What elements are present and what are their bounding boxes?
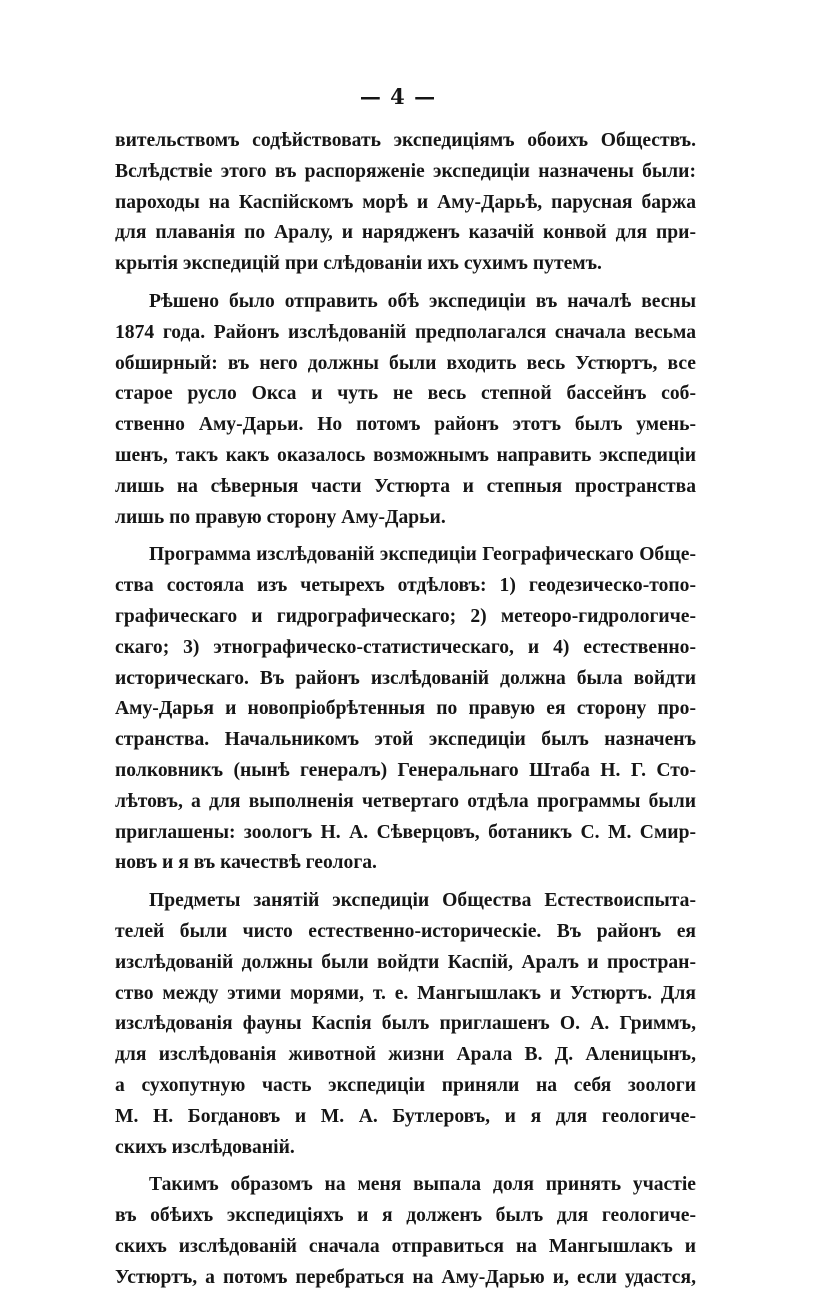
text-line: ства состояла изъ четырехъ отдѣловъ: 1) геодезическо-топо-	[115, 575, 696, 597]
text-line: въ обѣихъ экспедиціяхъ и я долженъ былъ для геологиче-	[115, 1205, 696, 1227]
text-line: пароходы на Каспійскомъ морѣ и Аму-Дарьѣ, парусная баржа	[115, 191, 696, 213]
text-line: крытія экспедицій при слѣдованіи ихъ сухимъ путемъ.	[115, 253, 602, 275]
body-text	[115, 126, 696, 1300]
text-line: Устюртъ, а потомъ перебраться на Аму-Дарью и, если удастся,	[115, 1266, 696, 1288]
text-line: а сухопутную часть экспедиціи приняли на себя зоологи	[115, 1074, 696, 1096]
paragraph	[115, 540, 696, 879]
text-line: Рѣшено было отправить обѣ экспедиціи въ началѣ весны	[149, 290, 696, 312]
paragraph	[115, 886, 696, 1163]
text-line: Программа изслѣдованій экспедиціи Географическаго Обще-	[149, 544, 696, 566]
text-line: обширный: въ него должны были входить весь Устюртъ, все	[115, 352, 696, 374]
text-line: 1874 года. Районъ изслѣдованій предполагался сначала весьма	[115, 321, 696, 343]
text-line: М. Н. Богдановъ и М. А. Бутлеровъ, и я для геологиче-	[115, 1105, 696, 1127]
text-line: изслѣдованія фауны Каспія былъ приглашенъ О. А. Гриммъ,	[115, 1013, 696, 1035]
text-line: для плаванія по Аралу, и нарядженъ казачій конвой для при-	[115, 222, 696, 244]
text-line: лѣтовъ, а для выполненія четвертаго отдѣла программы были	[115, 790, 696, 812]
paragraph	[115, 1170, 696, 1293]
text-line: вительствомъ содѣйствовать экспедиціямъ обоихъ Обществъ.	[115, 130, 696, 151]
text-line: лишь на сѣверныя части Устюрта и степныя пространства	[115, 475, 696, 497]
text-line: телей были чисто естественно-историческіе. Въ районъ ея	[115, 920, 696, 942]
page-number: — 4 —	[359, 84, 437, 109]
text-line: для изслѣдованія животной жизни Арала В. Д. Аленицынъ,	[115, 1044, 696, 1066]
text-line: Такимъ образомъ на меня выпала доля принять участіе	[149, 1174, 696, 1196]
text-line: старое русло Окса и чуть не весь степной бассейнъ соб-	[115, 383, 696, 405]
text-line: лишь по правую сторону Аму-Дарьи.	[115, 506, 446, 528]
text-line: приглашены: зоологъ Н. А. Сѣверцовъ, ботаникъ С. М. Смир-	[115, 821, 696, 843]
text-line: новъ и я въ качествѣ геолога.	[115, 852, 377, 874]
text-line: графическаго и гидрографическаго; 2) метеоро-гидрологиче-	[115, 605, 696, 627]
text-line: скихъ изслѣдованій.	[115, 1136, 295, 1158]
paragraph	[115, 126, 696, 280]
text-line: историческаго. Въ районъ изслѣдованій должна была войдти	[115, 667, 696, 689]
text-line: ственно Аму-Дарьи. Но потомъ районъ этотъ былъ умень-	[115, 414, 696, 436]
text-line: скаго; 3) этнографическо-статистическаго, и 4) естественно-	[115, 636, 696, 658]
text-line: Вслѣдствіе этого въ распоряженіе экспедиціи назначены были:	[115, 160, 696, 182]
text-line: Предметы занятій экспедиціи Общества Естествоиспыта-	[149, 890, 696, 912]
text-line: полковникъ (нынѣ генералъ) Генеральнаго Штаба Н. Г. Сто-	[115, 759, 696, 781]
text-line: Аму-Дарья и новопріобрѣтенныя по правую ея сторону про-	[115, 698, 696, 720]
text-line: изслѣдованій должны были войдти Каспій, Аралъ и простран-	[115, 951, 696, 973]
text-line: странства. Начальникомъ этой экспедиціи былъ назначенъ	[115, 729, 696, 751]
text-line: шенъ, такъ какъ оказалось возможнымъ направить экспедиціи	[115, 444, 696, 466]
text-line: скихъ изслѣдованій сначала отправиться на Мангышлакъ и	[115, 1235, 696, 1257]
text-line: ство между этими морями, т. е. Мангышлакъ и Устюртъ. Для	[115, 982, 696, 1004]
paragraph	[115, 287, 696, 533]
